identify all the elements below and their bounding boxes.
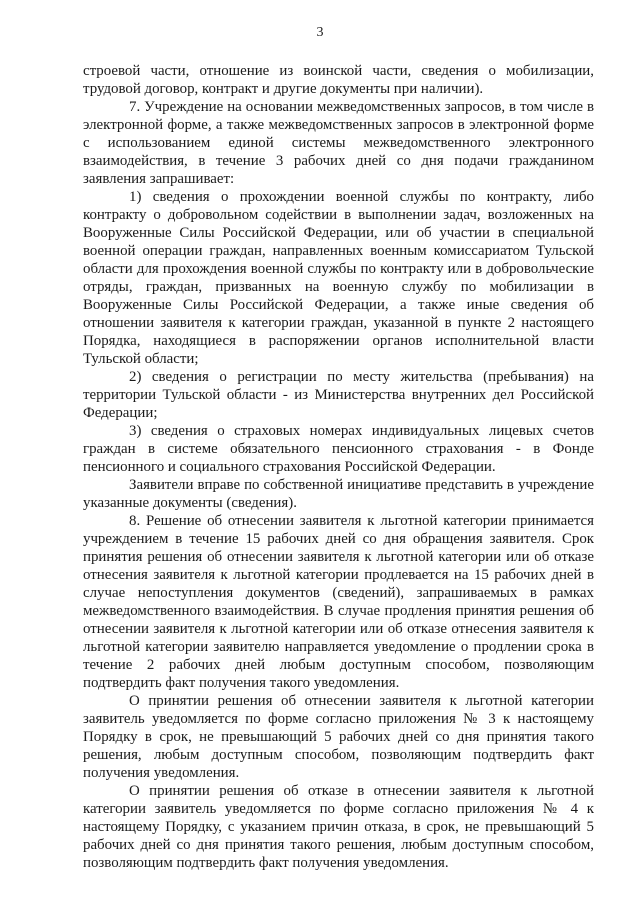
paragraph-subitem-2: 2) сведения о регистрации по месту жительства (пребывания) на территории Тульской области - из Министерства внутренних дел Российской Федерации; [83,369,594,421]
document-body [83,62,594,872]
paragraph-approval-notice: О принятии решения об отнесении заявителя к льготной категории заявитель уведомляется по форме согласно приложения № 3 к настоящему Порядку в срок, не превышающий 5 рабочих дней со дня принятия такого решения, любым доступным способом, позволяющим подтвердить факт получения уведомления. [83,693,594,781]
paragraph-applicants-right: Заявители вправе по собственной инициативе представить в учреждение указанные документы (сведения). [83,477,594,511]
paragraph-item-8: 8. Решение об отнесении заявителя к льготной категории принимается учреждением в течение 15 рабочих дней со дня обращения заявителя. Срок принятия решения об отнесении заявителя к льготной категории или об отказе отнесения заявителя к льготной категории продлевается на 15 рабочих дней в случае непоступления документов (сведений), запрашиваемых в рамках межведомственного взаимодействия. В случае продления принятия решения об отнесении заявителя к льготной категории или об отказе отнесения заявителя к льготной категории заявителю направляется уведомление о продлении срока в течение 2 рабочих дней любым доступным способом, позволяющим подтвердить факт получения такого уведомления. [83,513,594,691]
page-number: 3 [316,25,324,40]
paragraph-refusal-notice: О принятии решения об отказе в отнесении заявителя к льготной категории заявитель уведомляется по форме согласно приложения № 4 к настоящему Порядку, с указанием причин отказа, в срок, не превышающий 5 рабочих дней со дня принятия такого решения, любым доступным способом, позволяющим подтвердить факт получения уведомления. [83,783,594,871]
paragraph-item-7: 7. Учреждение на основании межведомственных запросов, в том числе в электронной форме, а также межведомственных запросов в электронной форме с использованием единой системы межведомственного электронного взаимодействия, в течение 3 рабочих дней со дня подачи гражданином заявления запрашивает: [83,99,594,187]
paragraph-subitem-3: 3) сведения о страховых номерах индивидуальных лицевых счетов граждан в системе обязательного пенсионного страхования - в Фонде пенсионного и социального страхования Российской Федерации. [83,423,594,475]
paragraph-subitem-1: 1) сведения о прохождении военной службы по контракту, либо контракту о добровольном содействии в выполнении задач, возложенных на Вооруженные Силы Российской Федерации, или об участии в специальной военной операции граждан, направленных военным комиссариатом Тульской области для прохождения военной службы по контракту или в добровольческие отряды, граждан, призванных на военную службу по мобилизации в Вооруженные Силы Российской Федерации, а также иные сведения об отношении заявителя к категории граждан, указанной в пункте 2 настоящего Порядка, находящиеся в распоряжении органов исполнительной власти Тульской области; [83,189,594,367]
paragraph-continuation: строевой части, отношение из воинской части, сведения о мобилизации, трудовой договор, контракт и другие документы при наличии). [83,63,594,97]
